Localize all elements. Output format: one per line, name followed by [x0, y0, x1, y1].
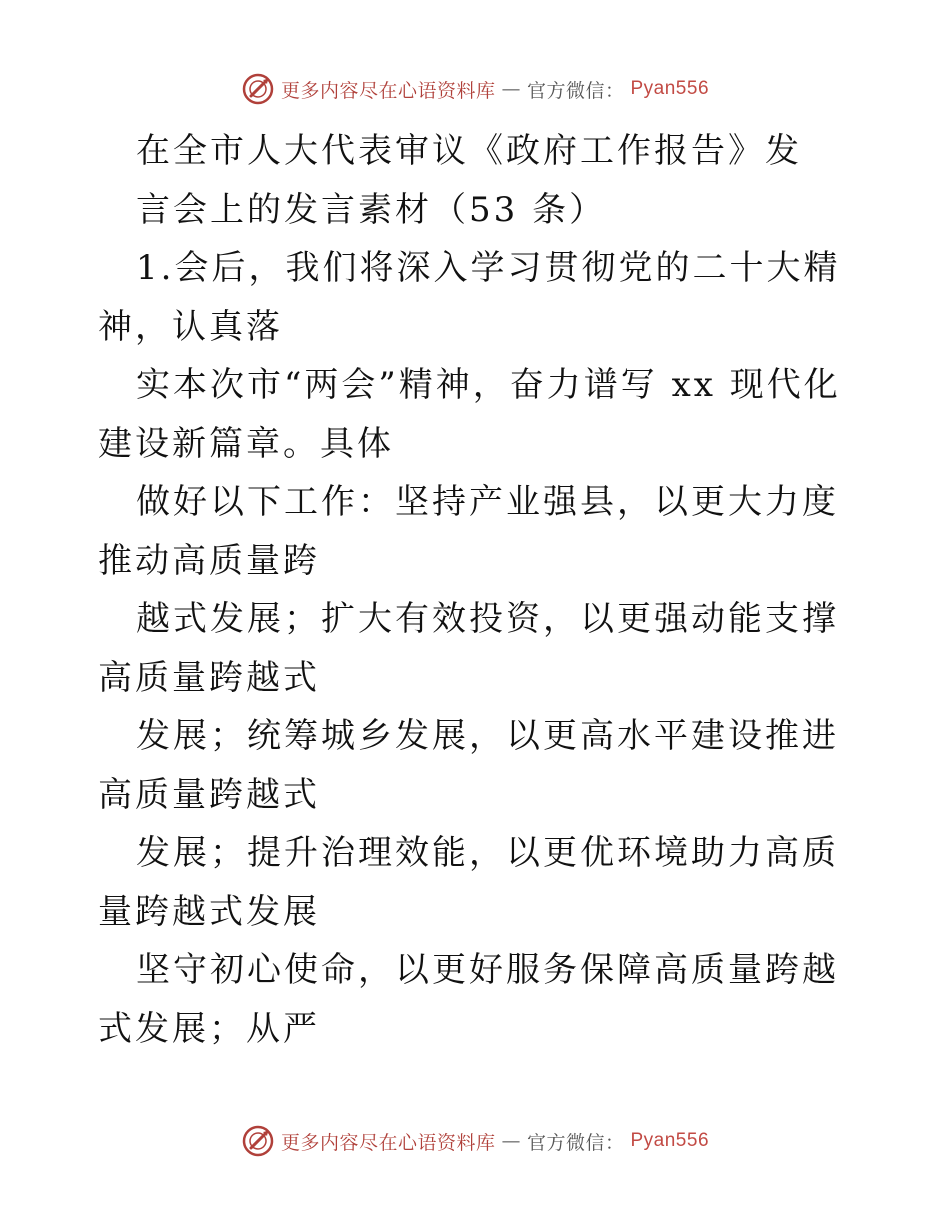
watermark-site: 更多内容尽在心语资料库	[280, 79, 496, 102]
paragraph: 做好以下工作：坚持产业强县，以更大力度推动高质量跨	[98, 482, 839, 581]
document-body	[98, 122, 858, 1058]
watermark-site: 更多内容尽在心语资料库	[280, 1131, 496, 1154]
document-title-line2: 言会上的发言素材（53 条）	[136, 189, 607, 230]
paragraph: 坚守初心使命，以更好服务保障高质量跨越式发展；从严	[98, 950, 839, 1049]
watermark-separator: —	[501, 78, 521, 100]
watermark-header	[0, 72, 950, 106]
logo-icon	[241, 72, 275, 106]
paragraph: 实本次市“两会”精神，奋力谱写 xx 现代化建设新篇章。具体	[98, 365, 841, 464]
logo-icon	[241, 1124, 275, 1158]
document-title-line1: 在全市人大代表审议《政府工作报告》发	[136, 131, 802, 171]
watermark-id: Pyan556	[630, 1130, 710, 1151]
watermark-label: 官方微信：	[526, 1131, 625, 1154]
watermark-footer	[0, 1124, 950, 1158]
watermark-label: 官方微信：	[526, 79, 625, 102]
watermark-id: Pyan556	[630, 78, 710, 99]
watermark-separator: —	[501, 1130, 521, 1152]
paragraph: 发展；统筹城乡发展，以更高水平建设推进高质量跨越式	[98, 716, 839, 815]
paragraph: 发展；提升治理效能，以更优环境助力高质量跨越式发展	[98, 833, 839, 932]
paragraph: 1.会后，我们将深入学习贯彻党的二十大精神，认真落	[98, 248, 841, 347]
paragraph: 越式发展；扩大有效投资，以更强动能支撑高质量跨越式	[98, 599, 839, 698]
